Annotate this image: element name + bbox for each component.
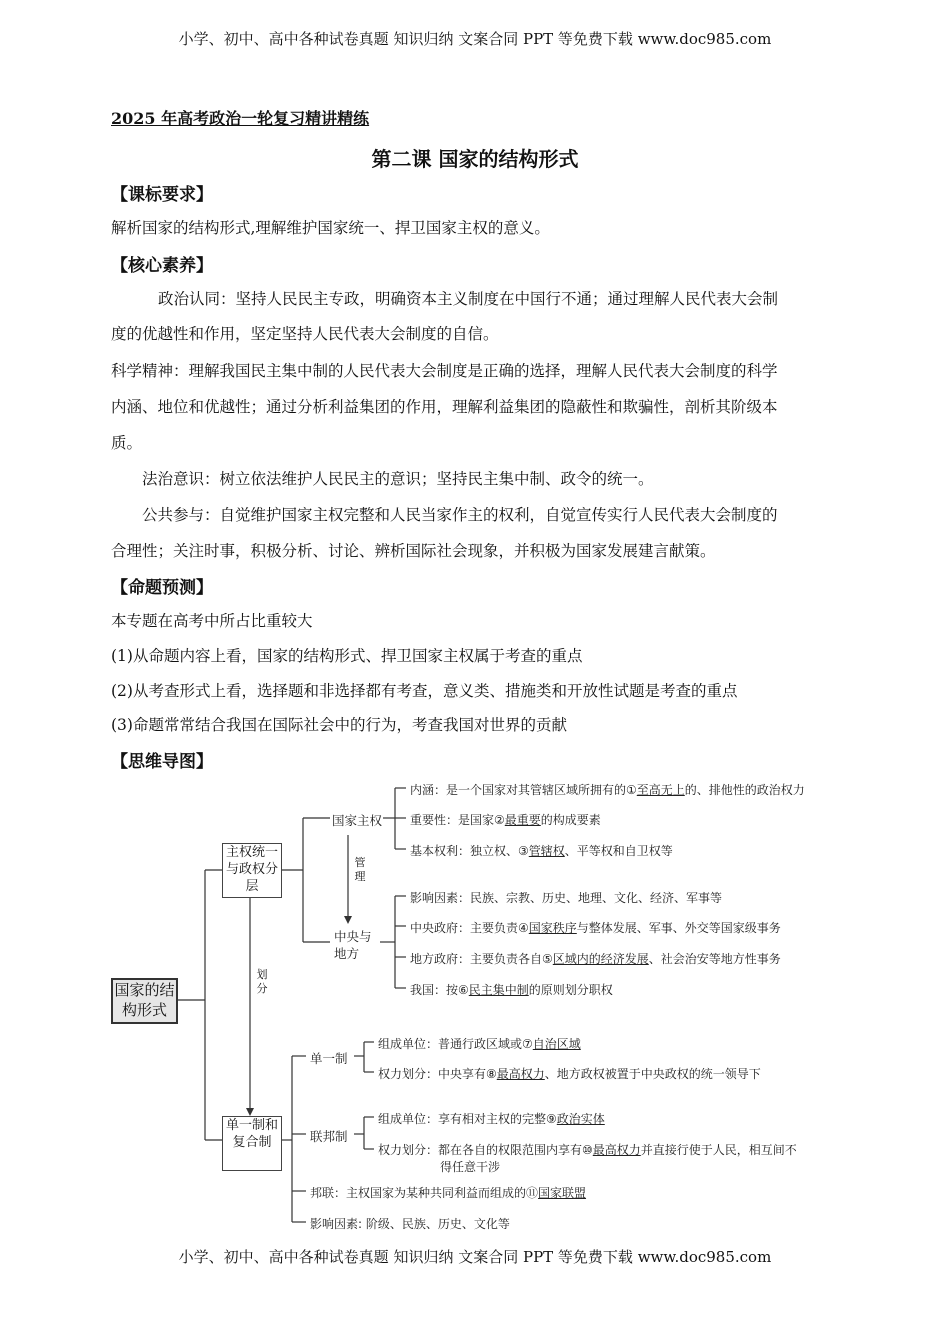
- sov-item-1: 内涵：是一个国家对其管辖区域所拥有的①至高无上的、排他性的政治权力: [410, 783, 805, 797]
- cl-item-4: 我国：按⑥民主集中制的原则划分职权: [410, 983, 613, 997]
- literacy-p2-line2: 内涵、地位和优越性；通过分析利益集团的作用，理解利益集团的隐蔽性和欺骗性，剖析其阶级本: [111, 398, 778, 416]
- literacy-p4-line2: 合理性；关注时事，积极分析、讨论、辨析国际社会现象，并积极为国家发展建言献策。: [111, 542, 716, 560]
- cl-item-3: 地方政府：主要负责各自⑤区域内的经济发展、社会治安等地方性事务: [410, 952, 781, 966]
- federal-item-2: 权力划分：都在各自的权限范围内享有⑩最高权力并直接行使于人民，相互间不: [378, 1143, 797, 1157]
- link-label-manage: 管理: [354, 856, 366, 883]
- node-confederation: 邦联：主权国家为某种共同利益而组成的⑪国家联盟: [310, 1186, 587, 1200]
- branch-unitary-compound: 单一制和复合制: [222, 1116, 282, 1171]
- node-federal: 联邦制: [310, 1129, 348, 1144]
- lesson-title: 第二课 国家的结构形式: [371, 147, 579, 171]
- federal-item-2-tail: 得任意干涉: [440, 1160, 501, 1174]
- literacy-p1-line2: 度的优越性和作用，坚定坚持人民代表大会制度的自信。: [111, 325, 499, 343]
- branch-sovereignty-unity: 主权统一与政权分层: [222, 843, 282, 898]
- literacy-p1-line1: 政治认同：坚持人民民主专政，明确资本主义制度在中国行不通；通过理解人民代表大会制: [158, 290, 779, 308]
- section-heading-literacy: 【核心素养】: [111, 256, 213, 276]
- cl-item-1: 影响因素：民族、宗教、历史、地理、文化、经济、军事等: [410, 891, 723, 905]
- series-title: 2025 年高考政治一轮复习精讲精练: [111, 109, 370, 128]
- cl-item-2: 中央政府：主要负责④国家秩序与整体发展、军事、外交等国家级事务: [410, 921, 781, 935]
- literacy-p2-line1: 科学精神：理解我国民主集中制的人民代表大会制度是正确的选择，理解人民代表大会制度的科学: [111, 362, 778, 380]
- forecast-intro: 本专题在高考中所占比重较大: [111, 612, 313, 630]
- page-header: 小学、初中、高中各种试卷真题 知识归纳 文案合同 PPT 等免费下载 www.doc985.com: [178, 30, 772, 48]
- forecast-item-1: (1)从命题内容上看，国家的结构形式、捍卫国家主权属于考查的重点: [111, 647, 583, 665]
- literacy-p4-line1: 公共参与：自觉维护国家主权完整和人民当家作主的权利，自觉宣传实行人民代表大会制度的: [142, 506, 778, 524]
- node-unitary: 单一制: [310, 1051, 348, 1066]
- literacy-p3: 法治意识：树立依法维护人民民主的意识；坚持民主集中制、政令的统一。: [142, 470, 654, 488]
- node-influence-factors: 影响因素: 阶级、民族、历史、文化等: [310, 1217, 510, 1231]
- link-label-divide: 划分: [256, 968, 268, 995]
- section-heading-forecast: 【命题预测】: [111, 578, 213, 598]
- mindmap-root: 国家的结构形式: [111, 978, 178, 1024]
- section-heading-curriculum: 【课标要求】: [111, 185, 213, 205]
- sov-item-2: 重要性：是国家②最重要的构成要素: [410, 813, 601, 827]
- section-heading-mindmap: 【思维导图】: [111, 752, 213, 772]
- forecast-item-2: (2)从考查形式上看，选择题和非选择都有考查，意义类、措施类和开放性试题是考查的重点: [111, 682, 738, 700]
- node-sovereignty: 国家主权: [332, 813, 383, 828]
- page-footer: 小学、初中、高中各种试卷真题 知识归纳 文案合同 PPT 等免费下载 www.doc985.com: [178, 1248, 772, 1266]
- literacy-p2-line3: 质。: [111, 434, 143, 452]
- node-central-local: 中央与地方: [334, 929, 372, 961]
- forecast-item-3: (3)命题常常结合我国在国际社会中的行为，考查我国对世界的贡献: [111, 716, 567, 734]
- sov-item-3: 基本权利：独立权、③管辖权、平等权和自卫权等: [410, 844, 673, 858]
- curriculum-text: 解析国家的结构形式,理解维护国家统一、捍卫国家主权的意义。: [111, 219, 550, 237]
- unitary-item-2: 权力划分：中央享有⑧最高权力、地方政权被置于中央政权的统一领导下: [378, 1067, 761, 1081]
- unitary-item-1: 组成单位：普通行政区域或⑦自治区域: [378, 1037, 581, 1051]
- federal-item-1: 组成单位：享有相对主权的完整⑨政治实体: [378, 1112, 605, 1126]
